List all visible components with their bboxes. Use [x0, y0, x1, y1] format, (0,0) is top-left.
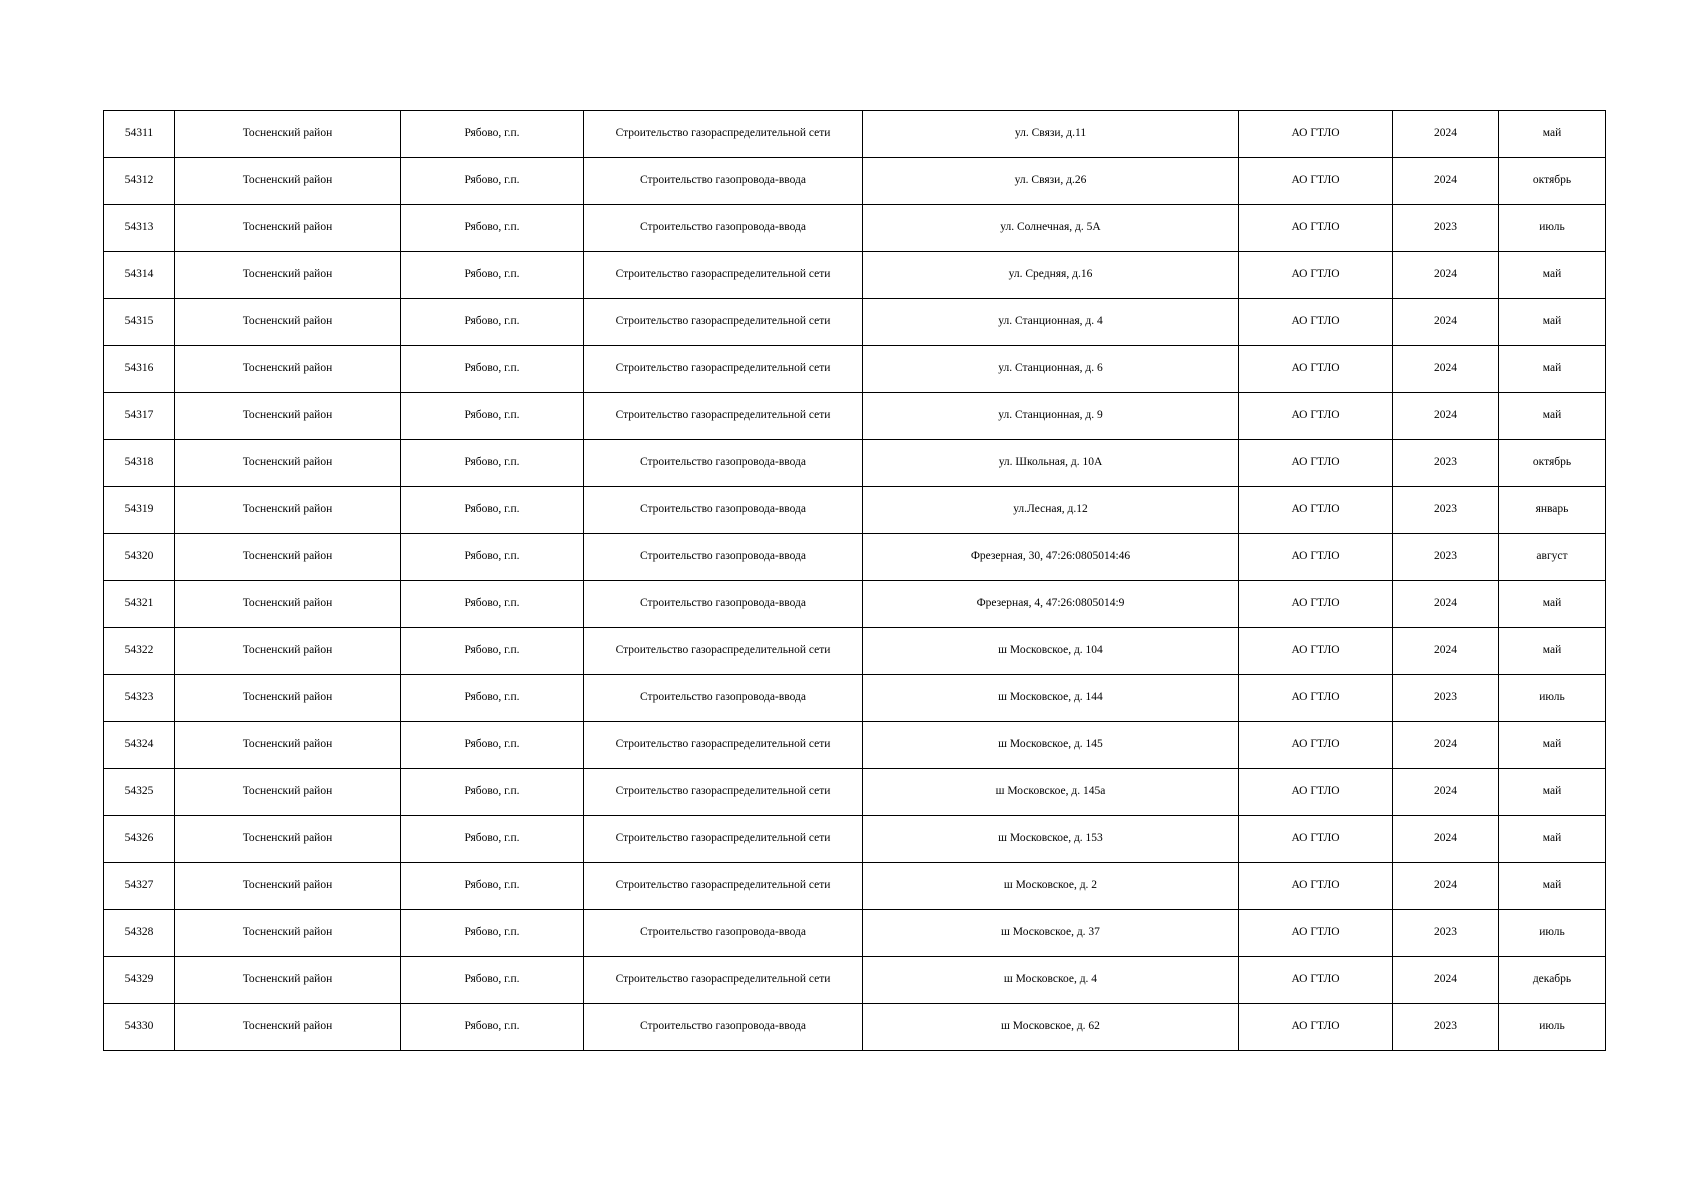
- row-id-cell: 54314: [104, 252, 175, 299]
- settlement-cell: Рябово, г.п.: [401, 675, 584, 722]
- row-id-cell: 54317: [104, 393, 175, 440]
- settlement-cell: Рябово, г.п.: [401, 722, 584, 769]
- table-row: [104, 816, 1606, 863]
- year-cell: 2024: [1393, 863, 1499, 910]
- settlement-cell: Рябово, г.п.: [401, 205, 584, 252]
- year-cell: 2024: [1393, 111, 1499, 158]
- row-id-cell: 54313: [104, 205, 175, 252]
- row-id-cell: 54316: [104, 346, 175, 393]
- address-cell: ул. Станционная, д. 9: [863, 393, 1239, 440]
- address-cell: ул. Станционная, д. 4: [863, 299, 1239, 346]
- settlement-cell: Рябово, г.п.: [401, 440, 584, 487]
- settlement-cell: Рябово, г.п.: [401, 863, 584, 910]
- year-cell: 2023: [1393, 205, 1499, 252]
- year-cell: 2024: [1393, 816, 1499, 863]
- address-cell: ул.Лесная, д.12: [863, 487, 1239, 534]
- settlement-cell: Рябово, г.п.: [401, 252, 584, 299]
- row-id-cell: 54322: [104, 628, 175, 675]
- year-cell: 2023: [1393, 675, 1499, 722]
- work-type-cell: Строительство газопровода-ввода: [584, 440, 863, 487]
- address-cell: ул. Станционная, д. 6: [863, 346, 1239, 393]
- organization-cell: АО ГТЛО: [1239, 346, 1393, 393]
- address-cell: ул. Школьная, д. 10А: [863, 440, 1239, 487]
- work-type-cell: Строительство газораспределительной сети: [584, 628, 863, 675]
- work-type-cell: Строительство газопровода-ввода: [584, 675, 863, 722]
- district-cell: Тосненский район: [175, 111, 401, 158]
- address-cell: ш Московское, д. 144: [863, 675, 1239, 722]
- month-cell: июль: [1499, 910, 1606, 957]
- row-id-cell: 54326: [104, 816, 175, 863]
- month-cell: май: [1499, 769, 1606, 816]
- district-cell: Тосненский район: [175, 534, 401, 581]
- work-type-cell: Строительство газораспределительной сети: [584, 863, 863, 910]
- district-cell: Тосненский район: [175, 769, 401, 816]
- month-cell: май: [1499, 722, 1606, 769]
- row-id-cell: 54330: [104, 1004, 175, 1051]
- row-id-cell: 54312: [104, 158, 175, 205]
- table-row: [104, 158, 1606, 205]
- settlement-cell: Рябово, г.п.: [401, 1004, 584, 1051]
- settlement-cell: Рябово, г.п.: [401, 628, 584, 675]
- organization-cell: АО ГТЛО: [1239, 111, 1393, 158]
- table-row: [104, 346, 1606, 393]
- table-row: [104, 1004, 1606, 1051]
- work-type-cell: Строительство газораспределительной сети: [584, 957, 863, 1004]
- month-cell: май: [1499, 628, 1606, 675]
- month-cell: октябрь: [1499, 440, 1606, 487]
- gasification-table: [103, 110, 1606, 1051]
- address-cell: ш Московское, д. 4: [863, 957, 1239, 1004]
- settlement-cell: Рябово, г.п.: [401, 393, 584, 440]
- address-cell: Фрезерная, 4, 47:26:0805014:9: [863, 581, 1239, 628]
- work-type-cell: Строительство газопровода-ввода: [584, 534, 863, 581]
- month-cell: май: [1499, 863, 1606, 910]
- organization-cell: АО ГТЛО: [1239, 957, 1393, 1004]
- work-type-cell: Строительство газораспределительной сети: [584, 769, 863, 816]
- settlement-cell: Рябово, г.п.: [401, 769, 584, 816]
- row-id-cell: 54320: [104, 534, 175, 581]
- month-cell: декабрь: [1499, 957, 1606, 1004]
- organization-cell: АО ГТЛО: [1239, 158, 1393, 205]
- table-row: [104, 487, 1606, 534]
- month-cell: май: [1499, 393, 1606, 440]
- address-cell: ш Московское, д. 104: [863, 628, 1239, 675]
- organization-cell: АО ГТЛО: [1239, 769, 1393, 816]
- row-id-cell: 54327: [104, 863, 175, 910]
- district-cell: Тосненский район: [175, 957, 401, 1004]
- district-cell: Тосненский район: [175, 205, 401, 252]
- address-cell: ш Московское, д. 62: [863, 1004, 1239, 1051]
- row-id-cell: 54318: [104, 440, 175, 487]
- address-cell: ш Московское, д. 145а: [863, 769, 1239, 816]
- settlement-cell: Рябово, г.п.: [401, 158, 584, 205]
- month-cell: май: [1499, 111, 1606, 158]
- address-cell: ул. Средняя, д.16: [863, 252, 1239, 299]
- month-cell: май: [1499, 252, 1606, 299]
- table-row: [104, 299, 1606, 346]
- work-type-cell: Строительство газораспределительной сети: [584, 816, 863, 863]
- organization-cell: АО ГТЛО: [1239, 628, 1393, 675]
- work-type-cell: Строительство газопровода-ввода: [584, 581, 863, 628]
- organization-cell: АО ГТЛО: [1239, 581, 1393, 628]
- organization-cell: АО ГТЛО: [1239, 487, 1393, 534]
- district-cell: Тосненский район: [175, 252, 401, 299]
- district-cell: Тосненский район: [175, 910, 401, 957]
- month-cell: май: [1499, 299, 1606, 346]
- address-cell: ул. Связи, д.26: [863, 158, 1239, 205]
- address-cell: ул. Связи, д.11: [863, 111, 1239, 158]
- settlement-cell: Рябово, г.п.: [401, 111, 584, 158]
- month-cell: январь: [1499, 487, 1606, 534]
- district-cell: Тосненский район: [175, 675, 401, 722]
- settlement-cell: Рябово, г.п.: [401, 910, 584, 957]
- organization-cell: АО ГТЛО: [1239, 534, 1393, 581]
- row-id-cell: 54321: [104, 581, 175, 628]
- settlement-cell: Рябово, г.п.: [401, 957, 584, 1004]
- address-cell: ш Московское, д. 145: [863, 722, 1239, 769]
- table-row: [104, 863, 1606, 910]
- work-type-cell: Строительство газопровода-ввода: [584, 158, 863, 205]
- table-row: [104, 769, 1606, 816]
- district-cell: Тосненский район: [175, 722, 401, 769]
- year-cell: 2024: [1393, 346, 1499, 393]
- district-cell: Тосненский район: [175, 628, 401, 675]
- settlement-cell: Рябово, г.п.: [401, 534, 584, 581]
- work-type-cell: Строительство газораспределительной сети: [584, 111, 863, 158]
- year-cell: 2024: [1393, 252, 1499, 299]
- row-id-cell: 54329: [104, 957, 175, 1004]
- settlement-cell: Рябово, г.п.: [401, 581, 584, 628]
- row-id-cell: 54323: [104, 675, 175, 722]
- table-row: [104, 393, 1606, 440]
- settlement-cell: Рябово, г.п.: [401, 816, 584, 863]
- organization-cell: АО ГТЛО: [1239, 1004, 1393, 1051]
- organization-cell: АО ГТЛО: [1239, 440, 1393, 487]
- year-cell: 2023: [1393, 440, 1499, 487]
- table-row: [104, 675, 1606, 722]
- table-row: [104, 205, 1606, 252]
- work-type-cell: Строительство газопровода-ввода: [584, 910, 863, 957]
- district-cell: Тосненский район: [175, 440, 401, 487]
- district-cell: Тосненский район: [175, 1004, 401, 1051]
- work-type-cell: Строительство газопровода-ввода: [584, 1004, 863, 1051]
- district-cell: Тосненский район: [175, 346, 401, 393]
- year-cell: 2023: [1393, 910, 1499, 957]
- year-cell: 2023: [1393, 534, 1499, 581]
- table-row: [104, 957, 1606, 1004]
- organization-cell: АО ГТЛО: [1239, 816, 1393, 863]
- year-cell: 2024: [1393, 957, 1499, 1004]
- address-cell: ш Московское, д. 37: [863, 910, 1239, 957]
- organization-cell: АО ГТЛО: [1239, 252, 1393, 299]
- year-cell: 2024: [1393, 628, 1499, 675]
- organization-cell: АО ГТЛО: [1239, 299, 1393, 346]
- district-cell: Тосненский район: [175, 581, 401, 628]
- month-cell: май: [1499, 346, 1606, 393]
- year-cell: 2024: [1393, 393, 1499, 440]
- row-id-cell: 54328: [104, 910, 175, 957]
- table-row: [104, 252, 1606, 299]
- month-cell: июль: [1499, 205, 1606, 252]
- table-row: [104, 722, 1606, 769]
- year-cell: 2024: [1393, 581, 1499, 628]
- district-cell: Тосненский район: [175, 158, 401, 205]
- table-row: [104, 440, 1606, 487]
- work-type-cell: Строительство газораспределительной сети: [584, 299, 863, 346]
- settlement-cell: Рябово, г.п.: [401, 487, 584, 534]
- row-id-cell: 54311: [104, 111, 175, 158]
- row-id-cell: 54325: [104, 769, 175, 816]
- address-cell: ш Московское, д. 2: [863, 863, 1239, 910]
- organization-cell: АО ГТЛО: [1239, 910, 1393, 957]
- table-row: [104, 910, 1606, 957]
- work-type-cell: Строительство газораспределительной сети: [584, 252, 863, 299]
- organization-cell: АО ГТЛО: [1239, 393, 1393, 440]
- year-cell: 2023: [1393, 1004, 1499, 1051]
- row-id-cell: 54324: [104, 722, 175, 769]
- table-row: [104, 581, 1606, 628]
- work-type-cell: Строительство газораспределительной сети: [584, 722, 863, 769]
- district-cell: Тосненский район: [175, 816, 401, 863]
- organization-cell: АО ГТЛО: [1239, 205, 1393, 252]
- year-cell: 2024: [1393, 769, 1499, 816]
- table-row: [104, 628, 1606, 675]
- work-type-cell: Строительство газораспределительной сети: [584, 346, 863, 393]
- organization-cell: АО ГТЛО: [1239, 722, 1393, 769]
- row-id-cell: 54315: [104, 299, 175, 346]
- settlement-cell: Рябово, г.п.: [401, 299, 584, 346]
- year-cell: 2024: [1393, 722, 1499, 769]
- address-cell: ул. Солнечная, д. 5А: [863, 205, 1239, 252]
- table-row: [104, 534, 1606, 581]
- year-cell: 2024: [1393, 299, 1499, 346]
- month-cell: август: [1499, 534, 1606, 581]
- table-body: [104, 111, 1606, 1051]
- settlement-cell: Рябово, г.п.: [401, 346, 584, 393]
- month-cell: июль: [1499, 1004, 1606, 1051]
- year-cell: 2023: [1393, 487, 1499, 534]
- row-id-cell: 54319: [104, 487, 175, 534]
- district-cell: Тосненский район: [175, 863, 401, 910]
- district-cell: Тосненский район: [175, 487, 401, 534]
- address-cell: Фрезерная, 30, 47:26:0805014:46: [863, 534, 1239, 581]
- organization-cell: АО ГТЛО: [1239, 863, 1393, 910]
- year-cell: 2024: [1393, 158, 1499, 205]
- work-type-cell: Строительство газораспределительной сети: [584, 393, 863, 440]
- address-cell: ш Московское, д. 153: [863, 816, 1239, 863]
- month-cell: октябрь: [1499, 158, 1606, 205]
- month-cell: май: [1499, 581, 1606, 628]
- month-cell: май: [1499, 816, 1606, 863]
- district-cell: Тосненский район: [175, 393, 401, 440]
- organization-cell: АО ГТЛО: [1239, 675, 1393, 722]
- table-row: [104, 111, 1606, 158]
- work-type-cell: Строительство газопровода-ввода: [584, 205, 863, 252]
- month-cell: июль: [1499, 675, 1606, 722]
- work-type-cell: Строительство газопровода-ввода: [584, 487, 863, 534]
- district-cell: Тосненский район: [175, 299, 401, 346]
